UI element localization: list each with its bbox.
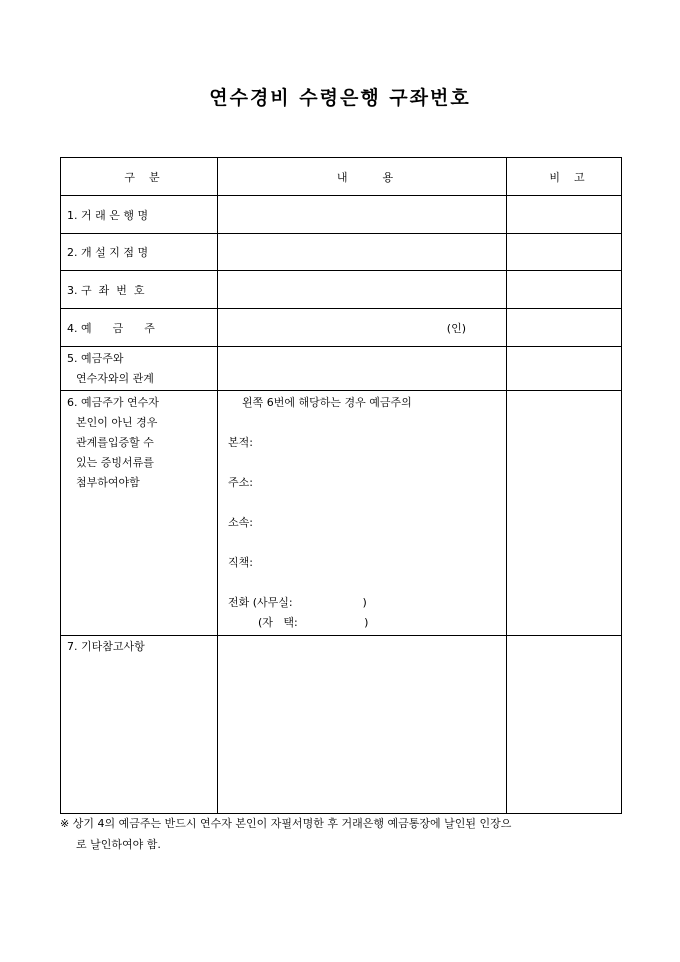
position-label: 직책: <box>228 556 253 569</box>
label-depositor: 4. 예 금 주 <box>61 309 218 347</box>
field-bank-name[interactable] <box>218 196 507 234</box>
field-other-notes[interactable] <box>218 636 507 814</box>
header-content: 내 용 <box>218 158 507 196</box>
remark-depositor[interactable] <box>507 309 622 347</box>
footnote-line2: 로 날인하여야 함. <box>76 838 161 851</box>
field-account-number[interactable] <box>218 271 507 309</box>
account-form-table <box>60 157 622 814</box>
address-label: 주소: <box>228 476 253 489</box>
remark-bank-name[interactable] <box>507 196 622 234</box>
affiliation-label: 소속: <box>228 516 253 529</box>
proof-intro: 왼쪽 6번에 해당하는 경우 예금주의 <box>242 396 412 409</box>
label-proof-line5: 첨부하여야함 <box>76 476 140 489</box>
row-bank-name <box>61 196 622 234</box>
phone-office-label: 전화 (사무실: ) <box>228 596 367 609</box>
label-proof-line1: 6. 예금주가 연수자 <box>67 396 159 409</box>
label-account-number: 3. 구 좌 번 호 <box>61 271 218 309</box>
seal-mark: (인) <box>446 321 466 335</box>
header-remarks: 비 고 <box>507 158 622 196</box>
label-bank-name: 1. 거 래 은 행 명 <box>61 196 218 234</box>
phone-home-label: (자 택: ) <box>258 616 369 629</box>
row-branch-name <box>61 234 622 271</box>
row-account-number <box>61 271 622 309</box>
header-category: 구 분 <box>61 158 218 196</box>
field-branch-name[interactable] <box>218 234 507 271</box>
footnote <box>60 813 635 855</box>
remark-account-number[interactable] <box>507 271 622 309</box>
label-branch-name: 2. 개 설 지 점 명 <box>61 234 218 271</box>
label-proof-line3: 관계를입증할 수 <box>76 436 154 449</box>
label-other-notes: 7. 기타참고사항 <box>61 636 218 814</box>
remark-relationship[interactable] <box>507 347 622 391</box>
domicile-label: 본적: <box>228 436 253 449</box>
remark-proof-documents[interactable] <box>507 391 622 636</box>
field-depositor[interactable] <box>218 309 507 347</box>
label-proof-line4: 있는 증빙서류를 <box>76 456 154 469</box>
label-proof-line2: 본인이 아닌 경우 <box>76 416 158 429</box>
row-proof-documents <box>61 391 622 636</box>
label-relationship-line2: 연수자와의 관계 <box>76 372 154 385</box>
row-relationship <box>61 347 622 391</box>
field-proof-documents[interactable] <box>218 391 507 636</box>
page-title: 연수경비 수령은행 구좌번호 <box>209 87 471 109</box>
remark-other-notes[interactable] <box>507 636 622 814</box>
row-other-notes <box>61 636 622 814</box>
row-depositor <box>61 309 622 347</box>
label-relationship <box>61 347 218 391</box>
header-row <box>61 158 622 196</box>
footnote-line1: ※ 상기 4의 예금주는 반드시 연수자 본인이 자필서명한 후 거래은행 예금통장에 날인된 인장으 <box>60 817 512 830</box>
remark-branch-name[interactable] <box>507 234 622 271</box>
label-relationship-line1: 5. 예금주와 <box>67 352 124 365</box>
field-relationship[interactable] <box>218 347 507 391</box>
label-proof-documents <box>61 391 218 636</box>
